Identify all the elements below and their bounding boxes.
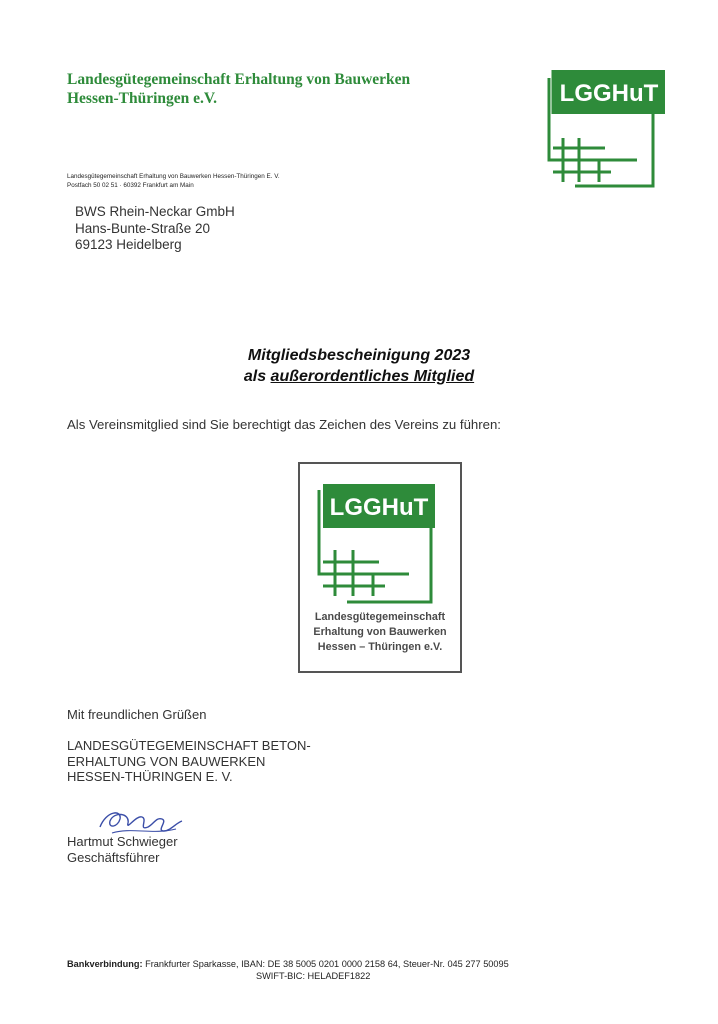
signer-role: Geschäftsführer [67,849,160,865]
title-line2-underlined: außerordentliches Mitglied [270,368,475,385]
organization-name-line2: Hessen-Thüringen e.V. [67,90,217,107]
emblem-caption-line2: Erhaltung von Bauwerken [313,626,447,638]
title-line2-prefix: als [243,368,271,385]
signer-block [67,834,178,865]
sender-address [67,172,280,190]
closing-org-line1: LANDESGÜTEGEMEINSCHAFT BETON- [67,738,311,753]
title-line2 [0,366,718,387]
closing-org-line2: ERHALTUNG VON BAUWERKEN [67,753,266,769]
footer-bank-details [67,958,509,982]
organization-name [67,70,410,108]
sender-line1: Landesgütegemeinschaft Erhaltung von Bauwerken Hessen-Thüringen E. V. [67,173,280,180]
title-line1: Mitgliedsbescheinigung 2023 [247,347,471,364]
intro-text: Als Vereinsmitglied sind Sie berechtigt das Zeichen des Vereins zu führen: [67,417,501,432]
organization-name-line1: Landesgütegemeinschaft Erhaltung von Bauwerken [67,71,411,88]
footer-line2: SWIFT-BIC: HELADEF1822 [256,971,371,981]
closing-org-line3: HESSEN-THÜRINGEN E. V. [67,769,233,784]
emblem-logo-text: LGGHuT [329,494,429,521]
emblem-caption-line1: Landesgütegemeinschaft [314,611,446,623]
footer-line1-text: Frankfurter Sparkasse, IBAN: DE 38 5005 0201 0000 2158 64, Steuer-Nr. 045 277 50095 [142,959,509,969]
recipient-city: 69123 Heidelberg [75,237,182,252]
lgghut-logo [545,68,667,190]
recipient-address [75,204,235,254]
recipient-name: BWS Rhein-Neckar GmbH [75,204,235,219]
sender-line2: Postfach 50 02 51 · 60392 Frankfurt am Main [67,182,194,189]
lgghut-logo-text: LGGHuT [559,80,659,107]
document-title [0,345,718,387]
recipient-street: Hans-Bunte-Straße 20 [75,220,211,236]
emblem-logo [313,476,443,606]
signer-name: Hartmut Schwieger [67,834,178,849]
emblem-caption [300,610,460,655]
closing-greeting: Mit freundlichen Grüßen [67,707,207,722]
closing-organization [67,738,311,785]
emblem-caption-line3: Hessen – Thüringen e.V. [317,641,443,653]
footer-line1 [67,958,509,970]
footer-label: Bankverbindung: [67,959,143,969]
